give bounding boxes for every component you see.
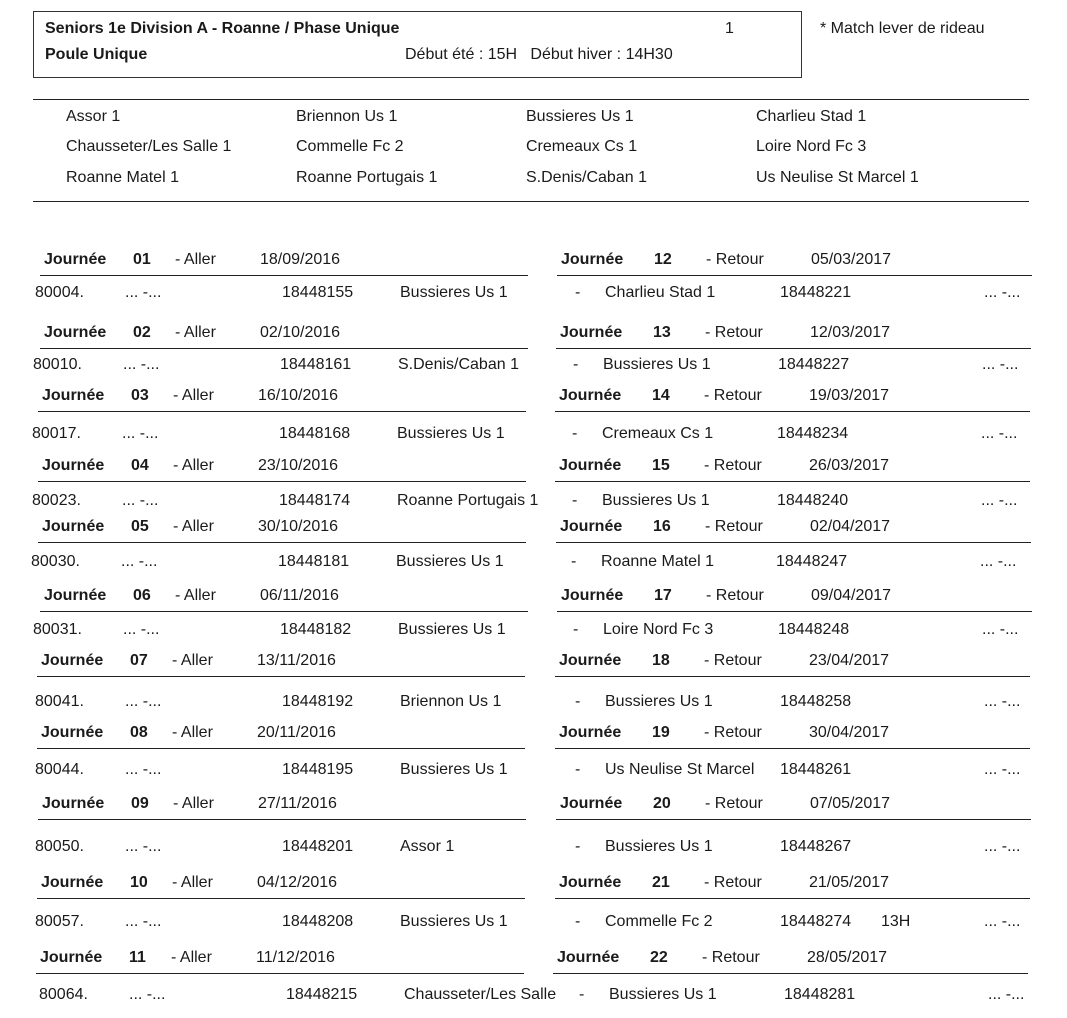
- start-times: Début été : 15H Début hiver : 14H30: [405, 46, 673, 63]
- match-separator: -: [572, 425, 578, 442]
- match-code-retour: 18448248: [778, 621, 850, 638]
- match-number: 80023.: [32, 492, 81, 509]
- round-number-retour: 22: [650, 949, 668, 966]
- match-code-aller: 18448215: [286, 986, 358, 1003]
- round-date-aller: 23/10/2016: [258, 457, 339, 474]
- round-label-retour: Journée: [557, 949, 620, 966]
- match-code-retour: 18448247: [776, 553, 848, 570]
- match-code-retour: 18448234: [777, 425, 849, 442]
- round-number-retour: 16: [653, 518, 671, 535]
- match-score-retour: ... -...: [982, 621, 1019, 638]
- round-type-retour: - Retour: [706, 587, 764, 604]
- match-code-retour: 18448261: [780, 761, 852, 778]
- round-number-aller: 02: [133, 324, 151, 341]
- match-score-retour: ... -...: [981, 492, 1018, 509]
- round-label-aller: Journée: [44, 324, 107, 341]
- match-number: 80010.: [33, 356, 82, 373]
- round-type-retour: - Retour: [704, 652, 762, 669]
- away-team: Bussieres Us 1: [605, 693, 713, 710]
- pool-title: Poule Unique: [45, 46, 148, 63]
- round-rule-retour: [555, 411, 1030, 412]
- round-type-aller: - Aller: [175, 324, 216, 341]
- round-date-aller: 18/09/2016: [260, 251, 341, 268]
- round-date-retour: 19/03/2017: [809, 387, 890, 404]
- match-score-retour: ... -...: [984, 838, 1021, 855]
- round-date-retour: 02/04/2017: [810, 518, 891, 535]
- round-rule-retour: [556, 819, 1031, 820]
- match-code-aller: 18448201: [282, 838, 354, 855]
- home-team: Bussieres Us 1: [398, 621, 506, 638]
- team-name: Loire Nord Fc 3: [756, 138, 867, 155]
- round-number-aller: 08: [130, 724, 148, 741]
- round-rule-retour: [557, 275, 1032, 276]
- round-number-retour: 17: [654, 587, 672, 604]
- round-date-retour: 28/05/2017: [807, 949, 888, 966]
- home-team: S.Denis/Caban 1: [398, 356, 519, 373]
- round-type-aller: - Aller: [175, 587, 216, 604]
- match-score-retour: ... -...: [984, 693, 1021, 710]
- team-name: Roanne Portugais 1: [296, 169, 438, 186]
- round-number-aller: 03: [131, 387, 149, 404]
- round-number-retour: 18: [652, 652, 670, 669]
- team-name: Bussieres Us 1: [526, 108, 634, 125]
- round-type-aller: - Aller: [172, 724, 213, 741]
- round-rule-aller: [36, 973, 524, 974]
- round-date-aller: 04/12/2016: [257, 874, 338, 891]
- round-type-aller: - Aller: [173, 457, 214, 474]
- match-code-aller: 18448182: [280, 621, 352, 638]
- round-type-retour: - Retour: [704, 457, 762, 474]
- round-rule-aller: [38, 819, 526, 820]
- round-rule-aller: [40, 611, 528, 612]
- round-type-retour: - Retour: [705, 518, 763, 535]
- match-separator: -: [573, 356, 579, 373]
- round-date-aller: 06/11/2016: [260, 587, 339, 604]
- match-code-aller: 18448181: [278, 553, 350, 570]
- away-team: Roanne Matel 1: [601, 553, 714, 570]
- match-score-aller: ... -...: [125, 761, 162, 778]
- match-separator: -: [579, 986, 585, 1003]
- round-number-aller: 07: [130, 652, 148, 669]
- match-code-aller: 18448192: [282, 693, 354, 710]
- round-number-aller: 09: [131, 795, 149, 812]
- match-number: 80017.: [32, 425, 81, 442]
- match-number: 80031.: [33, 621, 82, 638]
- match-score-retour: ... -...: [984, 913, 1021, 930]
- match-separator: -: [572, 492, 578, 509]
- team-name: Cremeaux Cs 1: [526, 138, 638, 155]
- round-rule-retour: [555, 676, 1030, 677]
- round-rule-retour: [553, 973, 1028, 974]
- round-label-retour: Journée: [560, 324, 623, 341]
- match-code-retour: 18448240: [777, 492, 849, 509]
- team-name: Assor 1: [66, 108, 121, 125]
- round-date-aller: 16/10/2016: [258, 387, 339, 404]
- round-label-retour: Journée: [561, 251, 624, 268]
- round-rule-retour: [555, 481, 1030, 482]
- round-number-retour: 19: [652, 724, 670, 741]
- team-name: Charlieu Stad 1: [756, 108, 867, 125]
- match-score-aller: ... -...: [123, 356, 160, 373]
- match-score-retour: ... -...: [982, 356, 1019, 373]
- round-type-retour: - Retour: [706, 251, 764, 268]
- round-date-aller: 27/11/2016: [258, 795, 337, 812]
- page-title: Seniors 1e Division A - Roanne / Phase Unique: [45, 20, 400, 37]
- round-date-aller: 02/10/2016: [260, 324, 341, 341]
- round-date-retour: 21/05/2017: [809, 874, 890, 891]
- match-code-retour: 18448274: [780, 913, 852, 930]
- match-code-aller: 18448174: [279, 492, 351, 509]
- match-code-retour: 18448227: [778, 356, 850, 373]
- team-name: Chausseter/Les Salle 1: [66, 138, 232, 155]
- away-team: Cremeaux Cs 1: [602, 425, 714, 442]
- away-team: Loire Nord Fc 3: [603, 621, 714, 638]
- match-code-retour: 18448258: [780, 693, 852, 710]
- round-date-retour: 07/05/2017: [810, 795, 891, 812]
- round-rule-aller: [37, 676, 525, 677]
- round-label-retour: Journée: [561, 587, 624, 604]
- team-name: Us Neulise St Marcel 1: [756, 169, 919, 186]
- round-label-aller: Journée: [44, 251, 107, 268]
- round-number-retour: 20: [653, 795, 671, 812]
- match-number: 80044.: [35, 761, 84, 778]
- match-score-aller: ... -...: [125, 284, 162, 301]
- round-label-aller: Journée: [42, 457, 105, 474]
- round-label-aller: Journée: [41, 652, 104, 669]
- match-code-retour: 18448267: [780, 838, 852, 855]
- round-number-aller: 06: [133, 587, 151, 604]
- match-number: 80030.: [31, 553, 80, 570]
- round-number-retour: 15: [652, 457, 670, 474]
- match-separator: -: [575, 284, 581, 301]
- round-rule-aller: [37, 898, 525, 899]
- match-number: 80064.: [39, 986, 88, 1003]
- round-date-retour: 05/03/2017: [811, 251, 892, 268]
- round-type-retour: - Retour: [705, 324, 763, 341]
- round-rule-aller: [38, 411, 526, 412]
- home-team: Bussieres Us 1: [400, 761, 508, 778]
- away-team: Commelle Fc 2: [605, 913, 713, 930]
- match-separator: -: [573, 621, 579, 638]
- match-score-retour: ... -...: [981, 425, 1018, 442]
- round-number-aller: 04: [131, 457, 149, 474]
- round-number-retour: 12: [654, 251, 672, 268]
- team-name: S.Denis/Caban 1: [526, 169, 647, 186]
- match-time: 13H: [881, 913, 911, 930]
- round-date-aller: 30/10/2016: [258, 518, 339, 535]
- match-separator: -: [575, 913, 581, 930]
- round-type-retour: - Retour: [704, 387, 762, 404]
- round-rule-aller: [38, 481, 526, 482]
- match-score-retour: ... -...: [980, 553, 1017, 570]
- round-type-retour: - Retour: [704, 724, 762, 741]
- away-team: Us Neulise St Marcel: [605, 761, 755, 778]
- match-score-aller: ... -...: [125, 913, 162, 930]
- match-number: 80050.: [35, 838, 84, 855]
- away-team: Charlieu Stad 1: [605, 284, 716, 301]
- round-number-retour: 13: [653, 324, 671, 341]
- teams-bottom-rule: [33, 201, 1029, 202]
- home-team: Bussieres Us 1: [396, 553, 504, 570]
- round-rule-retour: [556, 348, 1031, 349]
- round-label-aller: Journée: [41, 724, 104, 741]
- round-type-retour: - Retour: [702, 949, 760, 966]
- match-score-aller: ... -...: [122, 492, 159, 509]
- match-code-retour: 18448281: [784, 986, 856, 1003]
- home-team: Chausseter/Les Salle: [404, 986, 557, 1003]
- match-separator: -: [571, 553, 577, 570]
- round-date-aller: 20/11/2016: [257, 724, 336, 741]
- round-date-retour: 26/03/2017: [809, 457, 890, 474]
- match-score-aller: ... -...: [125, 693, 162, 710]
- away-team: Bussieres Us 1: [602, 492, 710, 509]
- round-label-aller: Journée: [42, 518, 105, 535]
- round-rule-retour: [555, 748, 1030, 749]
- round-rule-retour: [557, 611, 1032, 612]
- match-number: 80057.: [35, 913, 84, 930]
- away-team: Bussieres Us 1: [603, 356, 711, 373]
- round-label-aller: Journée: [40, 949, 103, 966]
- match-separator: -: [575, 693, 581, 710]
- round-type-retour: - Retour: [705, 795, 763, 812]
- round-date-aller: 11/12/2016: [256, 949, 335, 966]
- match-score-aller: ... -...: [122, 425, 159, 442]
- round-label-aller: Journée: [44, 587, 107, 604]
- round-rule-retour: [555, 898, 1030, 899]
- match-score-aller: ... -...: [125, 838, 162, 855]
- match-score-retour: ... -...: [984, 284, 1021, 301]
- match-separator: -: [575, 838, 581, 855]
- round-number-aller: 10: [130, 874, 148, 891]
- round-rule-aller: [40, 275, 528, 276]
- round-label-retour: Journée: [559, 457, 622, 474]
- match-code-retour: 18448221: [780, 284, 852, 301]
- team-name: Roanne Matel 1: [66, 169, 179, 186]
- match-separator: -: [575, 761, 581, 778]
- round-date-retour: 30/04/2017: [809, 724, 890, 741]
- round-label-retour: Journée: [559, 652, 622, 669]
- round-type-aller: - Aller: [172, 874, 213, 891]
- round-date-retour: 23/04/2017: [809, 652, 890, 669]
- round-label-retour: Journée: [559, 387, 622, 404]
- round-date-retour: 09/04/2017: [811, 587, 892, 604]
- team-name: Briennon Us 1: [296, 108, 398, 125]
- home-team: Bussieres Us 1: [400, 913, 508, 930]
- home-team: Roanne Portugais 1: [397, 492, 539, 509]
- footnote: * Match lever de rideau: [820, 20, 985, 37]
- team-name: Commelle Fc 2: [296, 138, 404, 155]
- round-number-aller: 01: [133, 251, 151, 268]
- match-score-retour: ... -...: [988, 986, 1025, 1003]
- home-team: Bussieres Us 1: [400, 284, 508, 301]
- round-rule-aller: [38, 542, 526, 543]
- away-team: Bussieres Us 1: [609, 986, 717, 1003]
- round-type-aller: - Aller: [172, 652, 213, 669]
- home-team: Assor 1: [400, 838, 455, 855]
- round-number-retour: 21: [652, 874, 670, 891]
- round-number-aller: 05: [131, 518, 149, 535]
- match-code-aller: 18448161: [280, 356, 352, 373]
- round-type-retour: - Retour: [704, 874, 762, 891]
- round-label-aller: Journée: [42, 795, 105, 812]
- home-team: Briennon Us 1: [400, 693, 502, 710]
- round-type-aller: - Aller: [173, 387, 214, 404]
- round-type-aller: - Aller: [173, 795, 214, 812]
- round-label-aller: Journée: [42, 387, 105, 404]
- match-score-aller: ... -...: [129, 986, 166, 1003]
- match-code-aller: 18448208: [282, 913, 354, 930]
- round-number-aller: 11: [129, 949, 146, 966]
- match-number: 80041.: [35, 693, 84, 710]
- round-rule-retour: [556, 542, 1031, 543]
- page-number: 1: [725, 20, 734, 37]
- round-label-retour: Journée: [559, 724, 622, 741]
- match-score-retour: ... -...: [984, 761, 1021, 778]
- round-type-aller: - Aller: [175, 251, 216, 268]
- round-label-aller: Journée: [41, 874, 104, 891]
- match-code-aller: 18448155: [282, 284, 354, 301]
- round-date-aller: 13/11/2016: [257, 652, 336, 669]
- round-date-retour: 12/03/2017: [810, 324, 891, 341]
- round-label-retour: Journée: [560, 518, 623, 535]
- round-type-aller: - Aller: [173, 518, 214, 535]
- teams-top-rule: [33, 99, 1029, 100]
- match-score-aller: ... -...: [121, 553, 158, 570]
- home-team: Bussieres Us 1: [397, 425, 505, 442]
- round-type-aller: - Aller: [171, 949, 212, 966]
- match-score-aller: ... -...: [123, 621, 160, 638]
- round-number-retour: 14: [652, 387, 670, 404]
- round-label-retour: Journée: [560, 795, 623, 812]
- round-rule-aller: [40, 348, 528, 349]
- away-team: Bussieres Us 1: [605, 838, 713, 855]
- round-label-retour: Journée: [559, 874, 622, 891]
- match-code-aller: 18448195: [282, 761, 354, 778]
- match-code-aller: 18448168: [279, 425, 351, 442]
- round-rule-aller: [37, 748, 525, 749]
- match-number: 80004.: [35, 284, 84, 301]
